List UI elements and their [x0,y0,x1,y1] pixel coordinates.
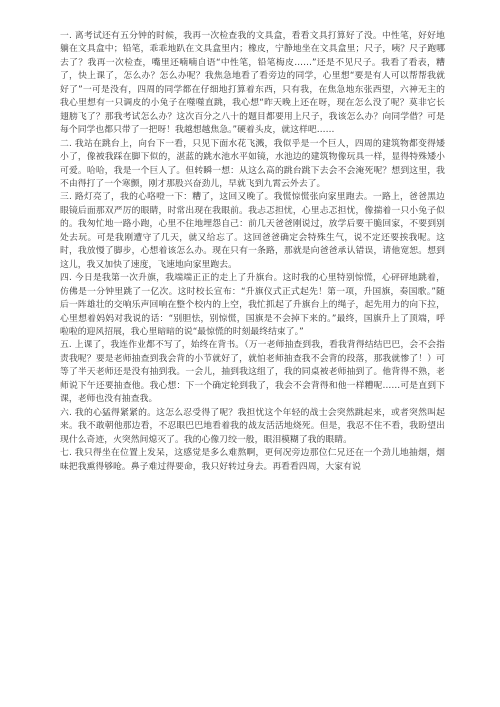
paragraph-6: 六. 我的心猛得紧紧的。这怎么忍受得了呢？我担忧这个年轻的战士会突然跳起来，或者突然叫起来。我不敢朝他那边看，不忍眼巴巴地看着我的战友活活地烧死。但是，我忍不住不看，我盼望出现什么奇迹，火突然间熄灭了。我的心像刀绞一般，眼泪模糊了我的眼睛。 [60,407,445,445]
paragraph-2: 二. 我站在跳台上，向台下一看，只见下面水花飞溅，我似乎是一个巨人，四周的建筑物都变得矮小了，像被我踩在脚下似的，湛蓝的跳水池水平如镜，水池边的建筑物像玩具一样，显得特殊矮小可爱。哈哈，我是一个巨人了。但转瞬一想：从这么高的跳台跳下去会不会淹死呢？想到这里，我不由得打了一个寒颤，刚才那股兴奋劲儿，早就飞到九霄云外去了。 [60,138,445,189]
paragraph-4: 四. 今日是我第一次升旗，我端端正正的走上了升旗台。这时我的心里特别惊慌，心砰砰地跳着，仿佛是一分钟里跳了一亿次。这时校长宣布：“升旗仪式正式起先！第一项，升国旗，奏国歌。”随后一阵雄壮的交响乐声回响在整个校内的上空，我忙抓起了升旗台上的绳子，起先用力的向下拉，心里想着妈妈对我说的话：“别胆怯，别惊慌，国旗是不会掉下来的。”最终，国旗升上了顶端，呼啦啦的迎风招展，我心里暗暗的说“最惊慌的时刻最终结束了。” [60,273,445,337]
paragraph-1: 一. 离考试还有五分钟的时候，我再一次检查我的文具盒，看看文具打算好了没。中性笔，好好地躺在文具盒中；铅笔，乖乖地趴在文具盒里内；橡皮，宁静地坐在文具盒里；尺子，咦？尺子跑哪去了？我再一次检查，嘴里还喃喃自语“中性笔，铅笔梅皮……”还是不见尺子。我看了看表，糟了，快上课了，怎么办？怎么办呢？我焦急地看了看旁边的同学，心里想“要是有人可以帮帮我就好了”一可是没有，四周的同学都在仔细地打算着东西，只有我，在焦急地东张西望，六神无主的我心里想有一只调皮的小兔子在噬噬直跳，我心想“昨天晚上还在呀，现在怎么没了呢？莫非它长翅膀飞了？那我考试怎么办？这次百分之八十的题目都要用上尺子，我该怎么办？向同学借？可是每个同学也都只带了一把呀！我越想越焦急。”硬着头皮，就这样吧…… [60,31,445,136]
document-page [60,30,445,700]
paragraph-5: 五. 上课了，我连作业都不写了，始终在背书。（万一老师抽查到我，看我背得结结巴巴，会不会指责我呢？要是老师抽查到我会背的小节就好了，就怕老师抽查我不会背的段落，那我就惨了！）可等了半天老师还是没有抽到我。一会儿，抽到我这组了，我的同桌被老师抽到了。他背得不熟，老师说下午还要抽查他。我心想：下一个确定轮到我了，我会不会背得和他一样糟呢……可是直到下课，老师也没有抽查我。 [60,340,445,405]
paragraph-7: 七. 我只得坐在位置上发呆，这感觉是多么难熬啊，更何况旁边那位仁兄还在一个劲儿地抽烟，烟味把我熏得够呛。鼻子难过得要命，我只好转过身去。再看看四周，大家有说 [60,448,445,472]
paragraph-3: 三. 路灯亮了，我的心咯噔一下：糟了，这回又晚了。我慌惊慌张向家里跑去。一路上，爸爸黑边眼镜后面那双严厉的眼睛，时常出现在我眼前。我忐忑担忧，心里忐忑担忧，像揣着一只小兔子似的。我匆忙地一路小跑，心里不住地埋怨自己：前几天爸爸刚说过，放学后要干脆回家，不要到别处去玩。可是我刚遭守了几天，就又给忘了。这回爸爸确定会特殊生气，说不定还要挨我呢。这时，我放慢了脚步，心想着该怎么办。现在只有一条路，那就是向爸爸承认错误，请他宽恕。想到这儿，我又加快了速度，飞速地向家里跑去。 [60,192,445,270]
